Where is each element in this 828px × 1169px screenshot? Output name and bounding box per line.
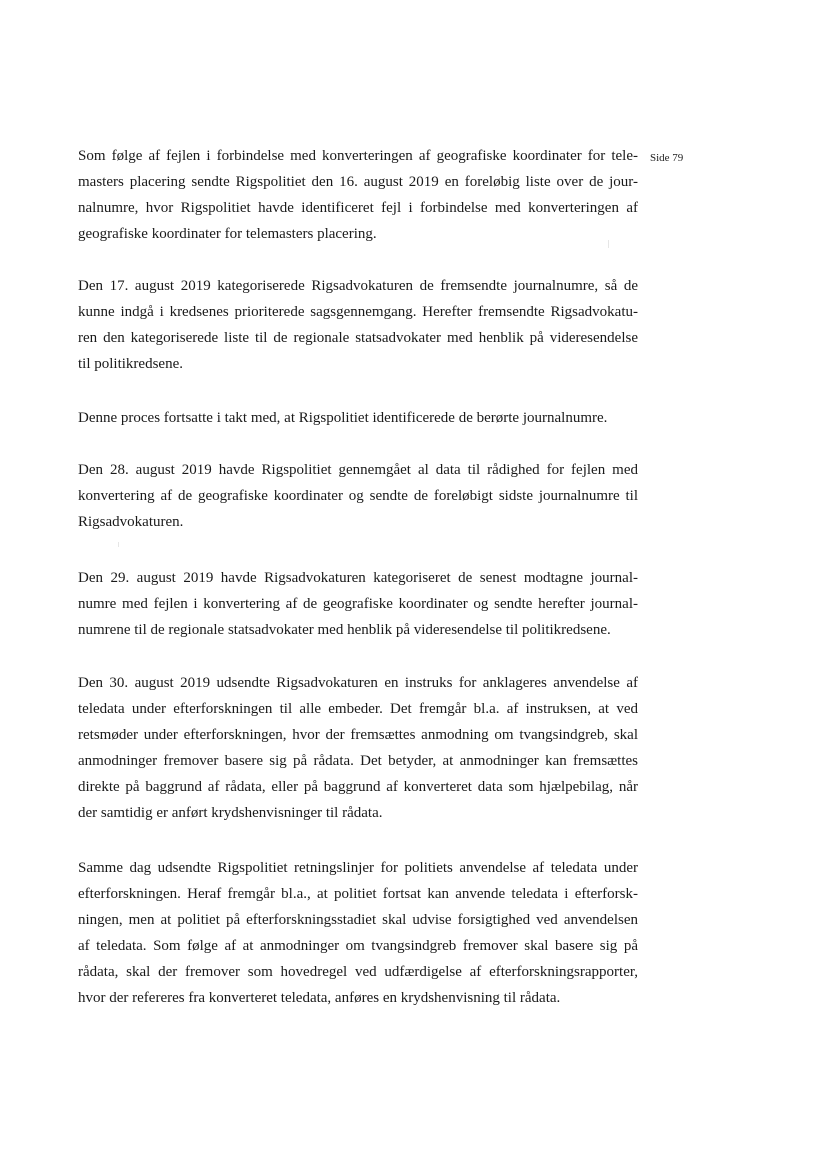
paragraph-3 bbox=[78, 405, 638, 431]
text-line: teledata under efterforskningen til alle embeder. Det fremgår bl.a. af instruksen, at ved bbox=[78, 701, 638, 717]
page-number-label: Side 79 bbox=[650, 152, 684, 164]
text-line: Samme dag udsendte Rigspolitiet retningslinjer for politiets anvendelse af teledata under bbox=[78, 860, 638, 876]
text-line: Rigsadvokaturen. bbox=[78, 514, 184, 530]
paragraph-7 bbox=[78, 855, 638, 1011]
text-line: Den 28. august 2019 havde Rigspolitiet gennemgået al data til rådighed for fejlen med bbox=[78, 462, 638, 478]
paragraph-4 bbox=[78, 457, 638, 535]
text-line: Som følge af fejlen i forbindelse med konverteringen af geografiske koordinater for tele- bbox=[78, 148, 638, 164]
text-line: Den 29. august 2019 havde Rigsadvokaturen kategoriseret de senest modtagne journal- bbox=[78, 570, 638, 586]
paragraph-6 bbox=[78, 670, 638, 826]
text-line: hvor der refereres fra konverteret teledata, anføres en krydshenvisning til rådata. bbox=[78, 990, 561, 1006]
text-line: der samtidig er anført krydshenvisninger til rådata. bbox=[78, 805, 383, 821]
text-line: rådata, skal der fremover som hovedregel ved udfærdigelse af efterforskningsrapporter, bbox=[78, 964, 638, 980]
text-line: direkte på baggrund af rådata, eller på baggrund af konverteret data som hjælpebilag, når bbox=[78, 779, 638, 795]
text-line: numre med fejlen i konvertering af de geografiske koordinater og sendte herefter journal- bbox=[78, 596, 638, 612]
text-line: nalnumre, hvor Rigspolitiet havde identificeret fejl i forbindelse med konverteringen af bbox=[78, 200, 638, 216]
scan-speck bbox=[608, 240, 609, 248]
text-line: numrene til de regionale statsadvokater med henblik på videresendelse til politikredsene. bbox=[78, 622, 611, 638]
paragraph-1 bbox=[78, 143, 638, 247]
text-line: Den 17. august 2019 kategoriserede Rigsadvokaturen de fremsendte journalnumre, så de bbox=[78, 278, 638, 294]
text-line: anmodninger fremover basere sig på rådata. Det betyder, at anmodninger kan fremsættes bbox=[78, 753, 638, 769]
text-line: Den 30. august 2019 udsendte Rigsadvokaturen en instruks for anklageres anvendelse af bbox=[78, 675, 638, 691]
text-line: ren den kategoriserede liste til de regionale statsadvokater med henblik på videresendelse bbox=[78, 330, 638, 346]
text-line: masters placering sendte Rigspolitiet den 16. august 2019 en foreløbig liste over de jour- bbox=[78, 174, 638, 190]
scan-speck bbox=[118, 542, 119, 547]
text-line: efterforskningen. Heraf fremgår bl.a., at politiet fortsat kan anvende teledata i efterforsk- bbox=[78, 886, 638, 902]
text-line: kunne indgå i kredsenes prioriterede sagsgennemgang. Herefter fremsendte Rigsadvokatu- bbox=[78, 304, 638, 320]
text-line: til politikredsene. bbox=[78, 356, 183, 372]
text-line: konvertering af de geografiske koordinater og sendte de foreløbigt sidste journalnumre til bbox=[78, 488, 638, 504]
text-line: ningen, men at politiet på efterforskningsstadiet skal udvise forsigtighed ved anvendelsen bbox=[78, 912, 638, 928]
text-line: retsmøder under efterforskningen, hvor der fremsættes anmodning om tvangsindgreb, skal bbox=[78, 727, 638, 743]
text-line: geografiske koordinater for telemasters placering. bbox=[78, 226, 377, 242]
text-line: af teledata. Som følge af at anmodninger om tvangsindgreb fremover skal basere sig på bbox=[78, 938, 638, 954]
paragraph-5 bbox=[78, 565, 638, 643]
text-line: Denne proces fortsatte i takt med, at Rigspolitiet identificerede de berørte journalnumre. bbox=[78, 410, 608, 426]
paragraph-2 bbox=[78, 273, 638, 377]
